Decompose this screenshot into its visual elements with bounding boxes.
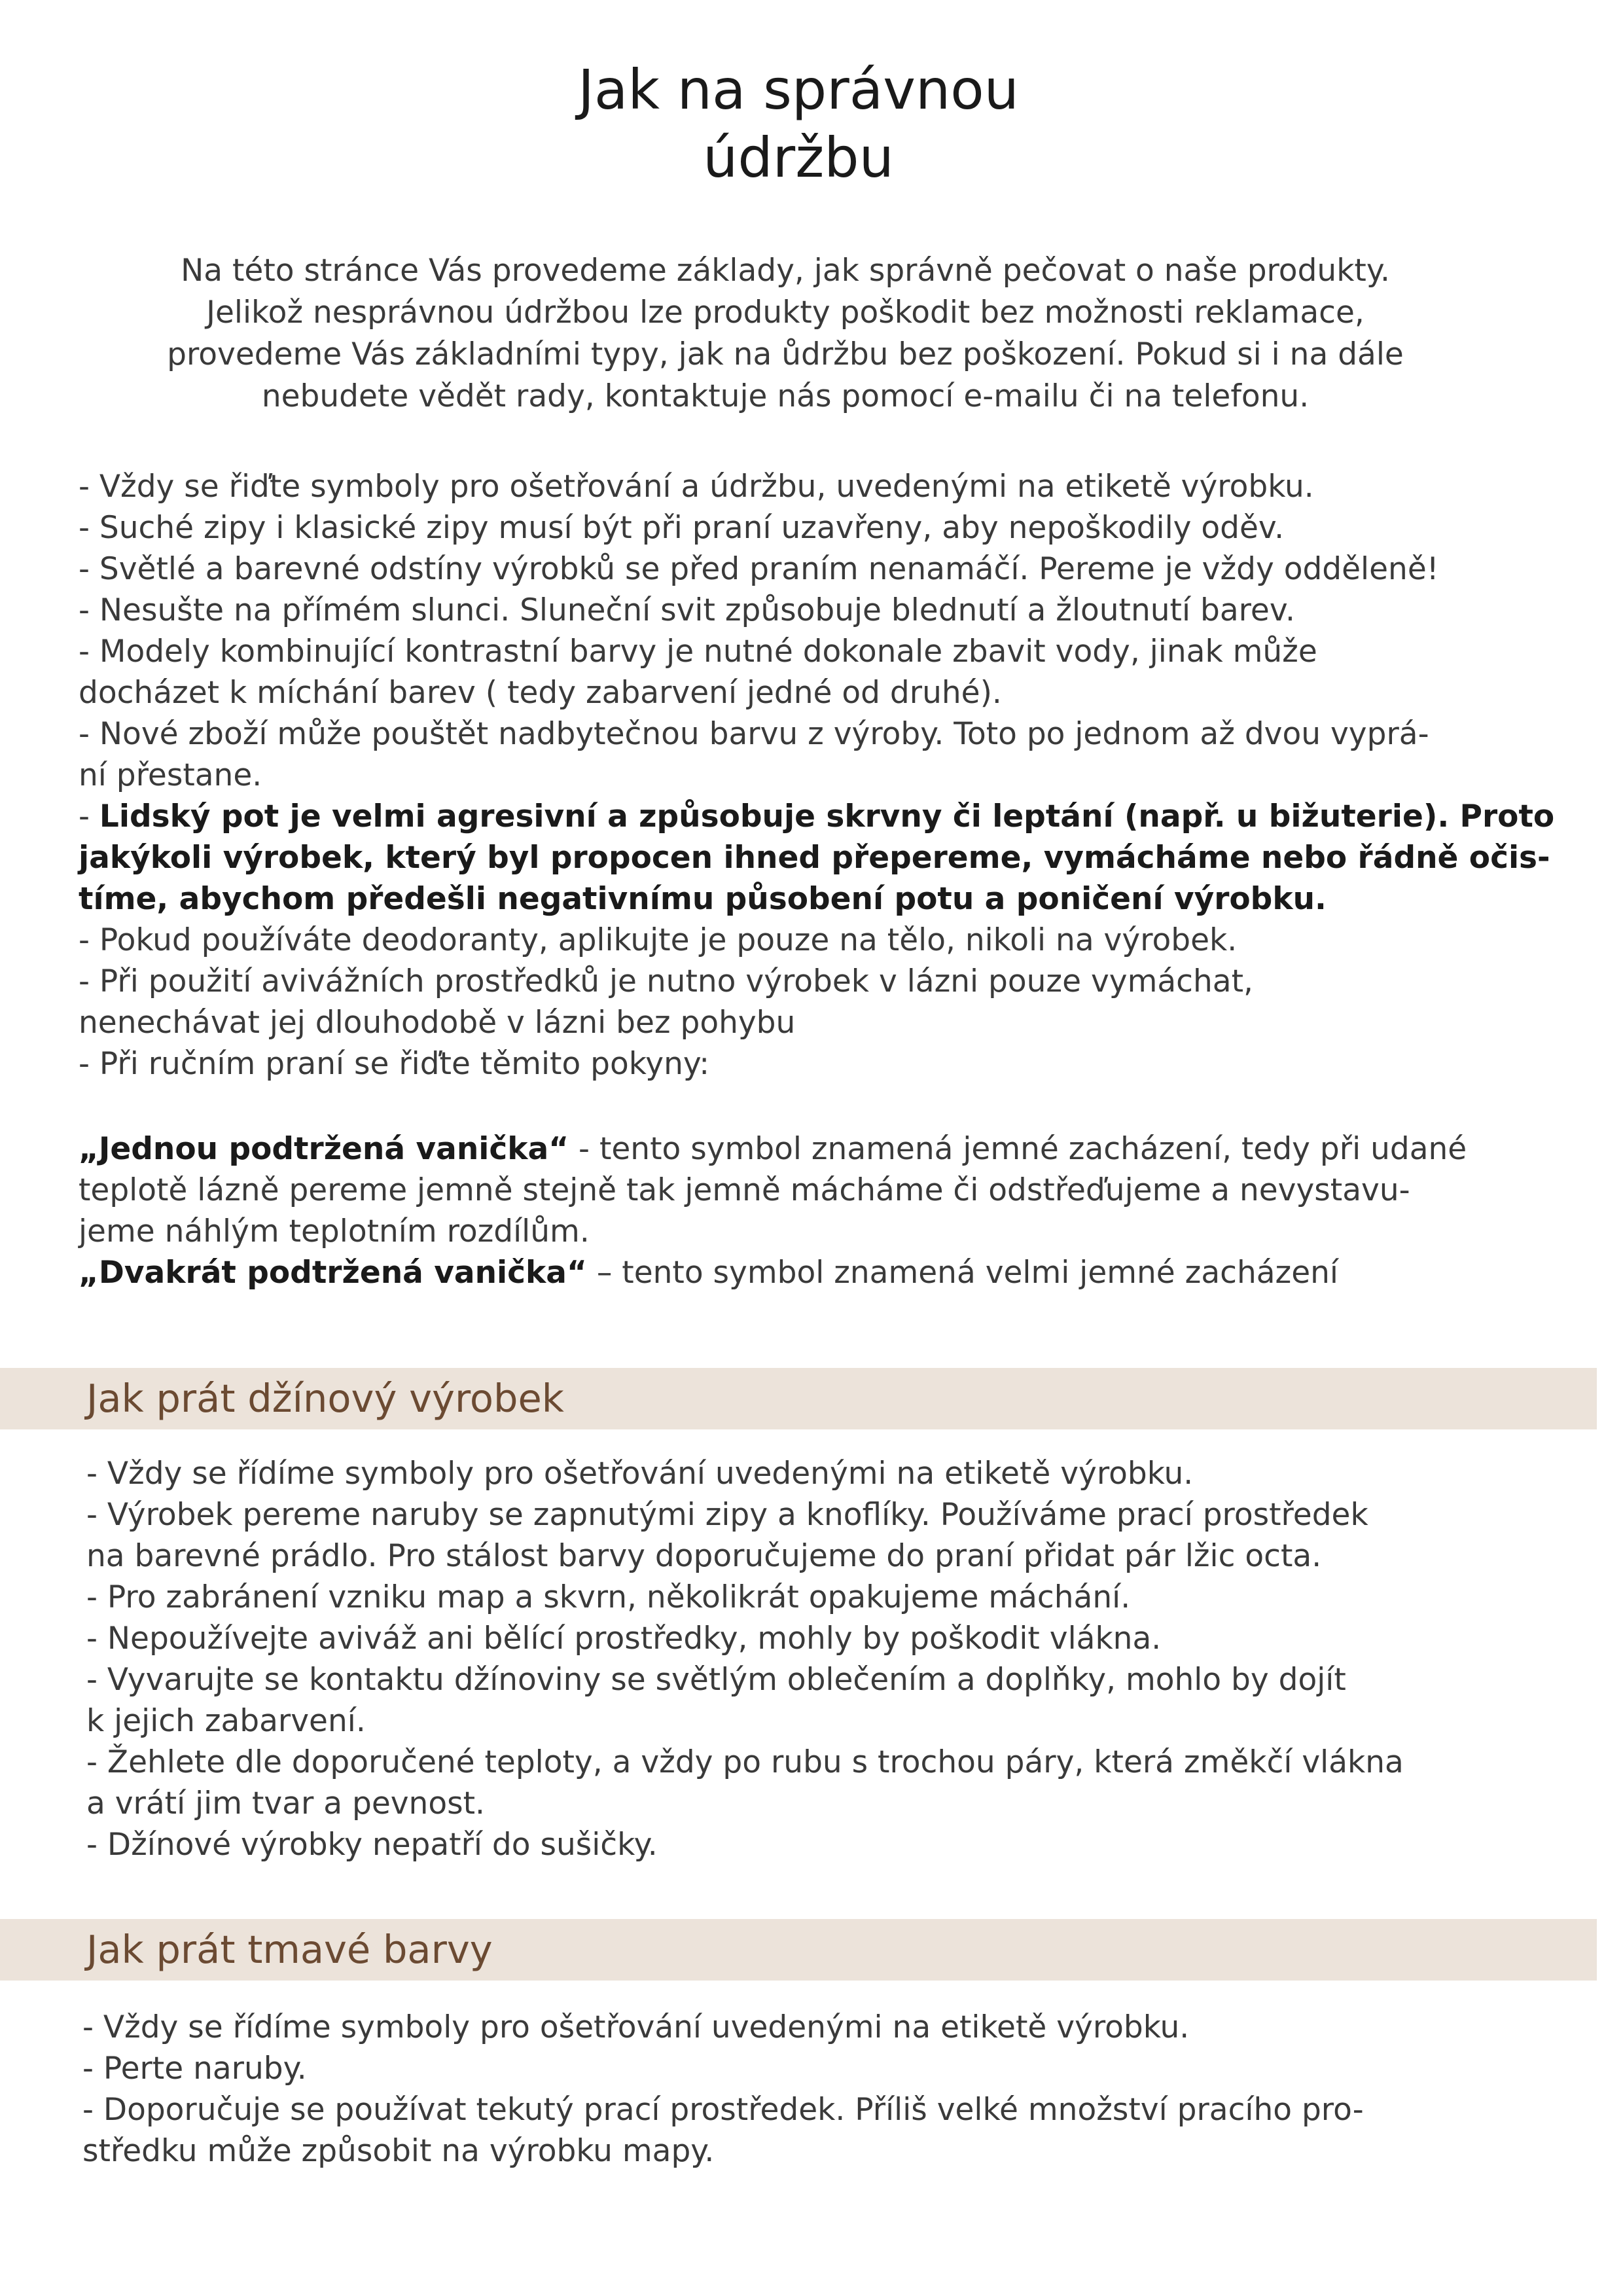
rule-line: - Nové zboží může pouštět nadbytečnou barvu z výroby. Toto po jednom až dvou vyprá- (79, 716, 1429, 752)
section-heading-dark-colors: Jak prát tmavé barvy (86, 1927, 493, 1972)
rule-line-bold: jakýkoli výrobek, který byl propocen ihned přepereme, vymácháme nebo řádně očis- (79, 840, 1550, 876)
rule-line-bold: tíme, abychom předešli negativnímu působení potu a poničení výrobku. (79, 881, 1327, 917)
section-header-dark-colors (0, 1919, 1597, 1981)
denim-line: - Výrobek pereme naruby se zapnutými zipy a knoflíky. Používáme prací prostředek (86, 1497, 1368, 1533)
rule-line: - Suché zipy i klasické zipy musí být při praní uzavřeny, aby nepoškodily oděv. (79, 510, 1285, 546)
rule-line: ní přestane. (79, 757, 262, 793)
dark-line: středku může způsobit na výrobku mapy. (82, 2133, 715, 2169)
rule-line: - Při ručním praní se řiďte těmito pokyny: (79, 1046, 710, 1082)
intro-paragraph (85, 250, 1486, 418)
section-header-denim (0, 1368, 1597, 1429)
rule-line: - Nesušte na přímém slunci. Sluneční svit způsobuje blednutí a žloutnutí barev. (79, 592, 1295, 628)
single-underline-tub-label: „Jednou podtržená vanička“ (79, 1131, 569, 1167)
sweat-warning-text: Lidský pot je velmi agresivní a způsobuje skrvny či leptání (např. u bižuterie). Proto (99, 798, 1555, 834)
section-heading-denim: Jak prát džínový výrobek (86, 1376, 564, 1421)
rule-line: nenechávat jej dlouhodobě v lázni bez pohybu (79, 1005, 796, 1041)
rule-line: - Při použití avivážních prostředků je nutno výrobek v lázni pouze vymáchat, (79, 963, 1253, 999)
denim-line: - Vyvarujte se kontaktu džínoviny se světlým oblečením a doplňky, mohlo by dojít (86, 1662, 1346, 1698)
handwash-line (79, 1252, 1467, 1293)
single-underline-tub-text: - tento symbol znamená jemné zacházení, tedy při udané (569, 1131, 1467, 1167)
rule-line: - Světlé a barevné odstíny výrobků se před praním nenamáčí. Pereme je vždy odděleně! (79, 551, 1439, 587)
rule-line: - Vždy se řiďte symboly pro ošetřování a údržbu, uvedenými na etiketě výrobku. (79, 469, 1314, 505)
denim-line: - Žehlete dle doporučené teploty, a vždy po rubu s trochou páry, která změkčí vlákna (86, 1744, 1404, 1780)
denim-line: k jejich zabarvení. (86, 1703, 366, 1739)
denim-line: - Nepoužívejte aviváž ani bělící prostředky, mohly by poškodit vlákna. (86, 1621, 1162, 1657)
intro-line: nebudete vědět rady, kontaktuje nás pomocí e-mailu či na telefonu. (261, 378, 1310, 414)
rule-line-bold (79, 796, 1554, 837)
denim-line: a vrátí jim tvar a pevnost. (86, 1785, 485, 1821)
page-title-line-1: Jak na správnou (578, 58, 1019, 122)
care-rules-list (79, 466, 1554, 1085)
double-underline-tub-text: – tento symbol znamená velmi jemné zacházení (586, 1255, 1338, 1291)
page-title-line-2: údržbu (703, 126, 894, 190)
denim-care-list (86, 1453, 1404, 1865)
handwash-symbols (79, 1128, 1467, 1293)
handwash-line: teplotě lázně pereme jemně stejně tak jemně mácháme či odstřeďujeme a nevystavu- (79, 1172, 1410, 1208)
page-title (0, 56, 1597, 192)
denim-line: na barevné prádlo. Pro stálost barvy doporučujeme do praní přidat pár lžic octa. (86, 1538, 1322, 1574)
handwash-line (79, 1128, 1467, 1170)
rule-dash: - (79, 798, 99, 834)
double-underline-tub-label: „Dvakrát podtržená vanička“ (79, 1255, 587, 1291)
dark-line: - Doporučuje se používat tekutý prací prostředek. Příliš velké množství pracího pro- (82, 2092, 1364, 2128)
intro-line: Na této stránce Vás provedeme základy, jak správně pečovat o naše produkty. (181, 253, 1390, 289)
dark-colors-care-list (82, 2007, 1364, 2172)
dark-line: - Perte naruby. (82, 2051, 307, 2087)
handwash-line: jeme náhlým teplotním rozdílům. (79, 1213, 590, 1249)
denim-line: - Džínové výrobky nepatří do sušičky. (86, 1827, 658, 1863)
denim-line: - Vždy se řídíme symboly pro ošetřování uvedenými na etiketě výrobku. (86, 1456, 1194, 1492)
rule-line: - Pokud používáte deodoranty, aplikujte je pouze na tělo, nikoli na výrobek. (79, 922, 1238, 958)
dark-line: - Vždy se řídíme symboly pro ošetřování uvedenými na etiketě výrobku. (82, 2009, 1190, 2045)
rule-line: docházet k míchání barev ( tedy zabarvení jedné od druhé). (79, 675, 1002, 711)
rule-line: - Modely kombinující kontrastní barvy je nutné dokonale zbavit vody, jinak může (79, 634, 1317, 670)
intro-line: Jelikož nesprávnou údržbou lze produkty poškodit bez možnosti reklamace, (206, 295, 1364, 331)
denim-line: - Pro zabránení vzniku map a skvrn, několikrát opakujeme máchání. (86, 1579, 1131, 1615)
intro-line: provedeme Vás základními typy, jak na ůdržbu bez poškození. Pokud si i na dále (167, 336, 1404, 372)
